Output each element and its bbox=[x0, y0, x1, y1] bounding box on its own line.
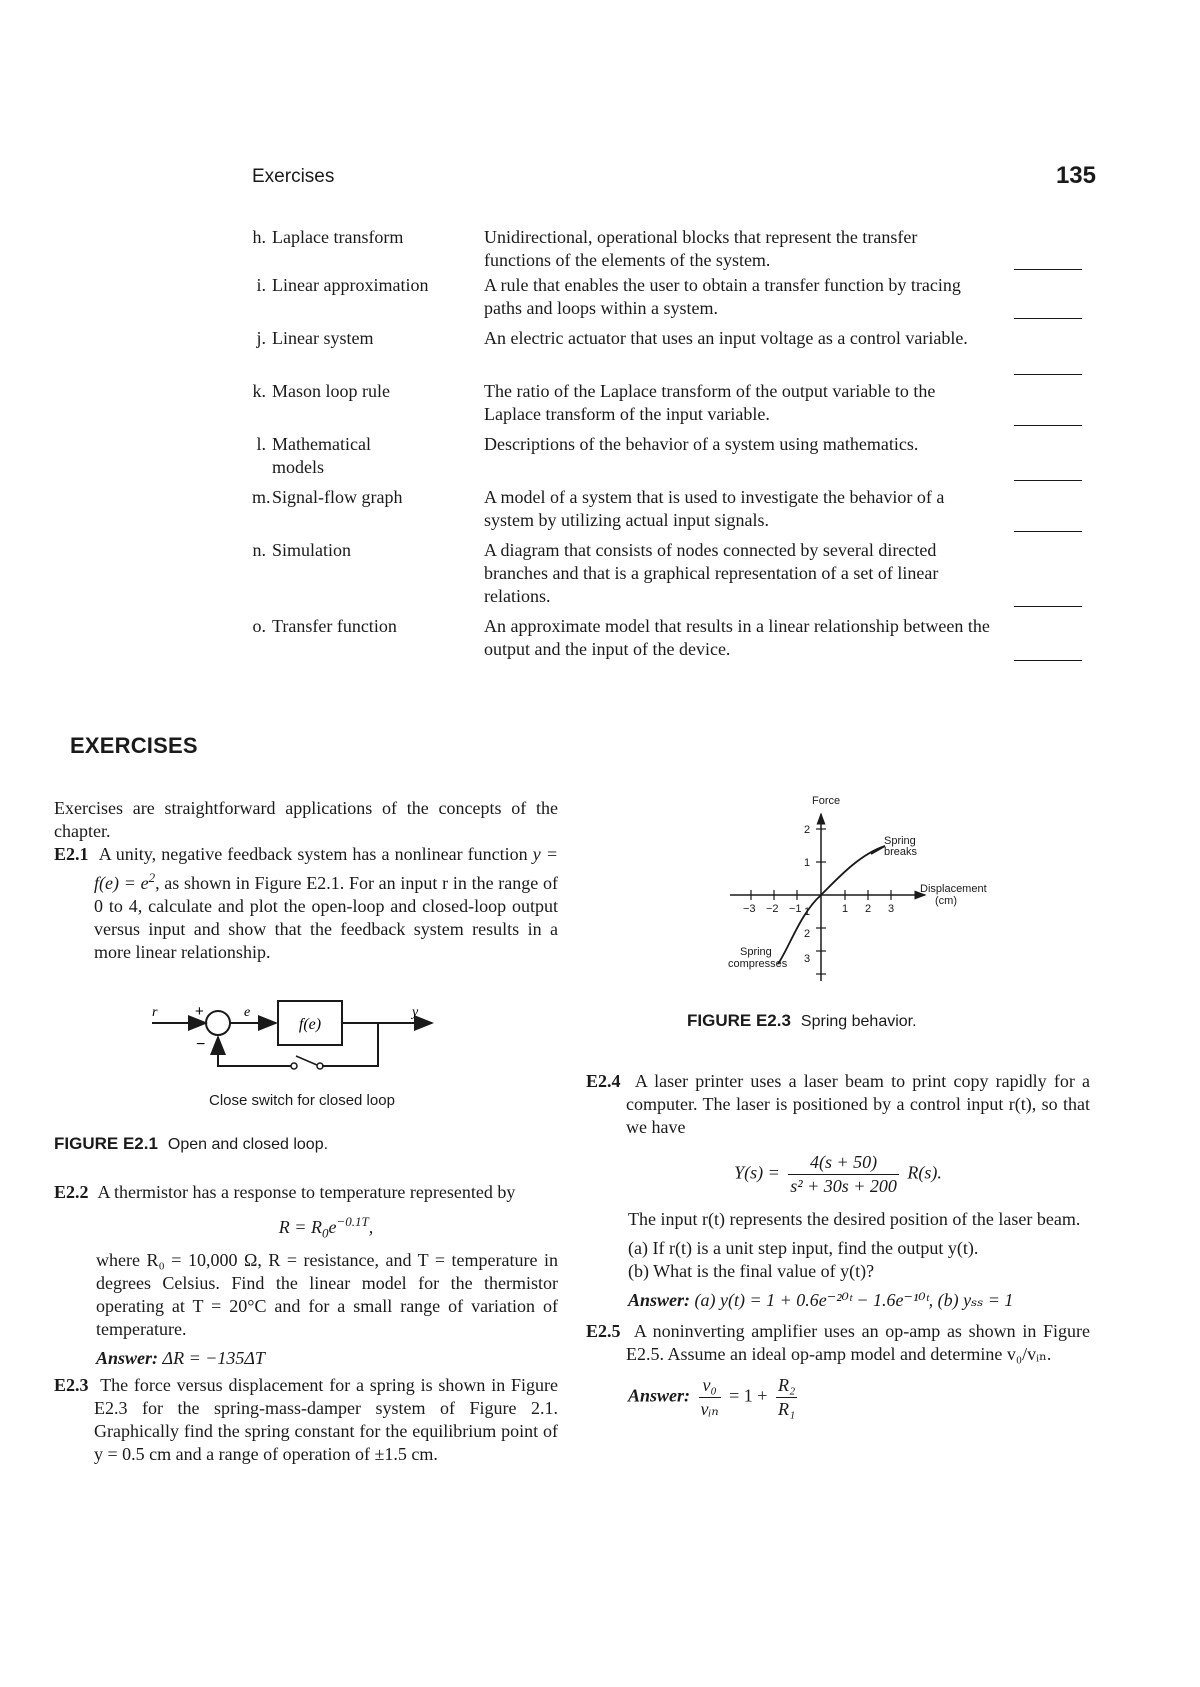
answer-text: ΔR = −135ΔT bbox=[158, 1347, 265, 1368]
annotation-spring-breaks: Spring bbox=[884, 835, 916, 847]
figure-label: FIGURE E2.3 bbox=[687, 1011, 791, 1030]
exercise-e2-4 bbox=[586, 1070, 1090, 1139]
x-axis-label: Displacement bbox=[920, 883, 987, 895]
term-name: Linear approximation bbox=[272, 275, 429, 295]
y-tick-label: 1 bbox=[804, 857, 811, 869]
terms-table bbox=[252, 226, 1082, 665]
answer-fraction bbox=[776, 1374, 797, 1421]
y-axis-label: Force bbox=[812, 796, 841, 807]
exercise-e2-3 bbox=[54, 1374, 558, 1466]
intro-text: Exercises are straightforward applications of the concepts of the chapter. bbox=[54, 798, 558, 841]
term-definition: An approximate model that results in a linear relationship between the output and the input of the device. bbox=[484, 616, 990, 659]
term-row bbox=[252, 615, 1082, 665]
left-column-lower bbox=[54, 1181, 558, 1466]
term-row bbox=[252, 226, 1082, 274]
term-name: Mathematical models bbox=[272, 434, 371, 477]
exercise-text: , as shown in Figure E2.1. For an input r in the range of 0 to 4, calculate and plot the open-loop and closed-loop output versus input and show that the feedback system results in a more linear relationship. bbox=[94, 873, 558, 962]
term-row bbox=[252, 274, 1082, 327]
exercise-number: E2.3 bbox=[54, 1374, 89, 1395]
y-tick-label: 2 bbox=[804, 824, 811, 836]
equation-laser bbox=[586, 1151, 1090, 1198]
x-axis-unit: (cm) bbox=[935, 895, 957, 907]
term-row bbox=[252, 539, 1082, 615]
page-number: 135 bbox=[1055, 162, 1096, 189]
answer-blank bbox=[1014, 318, 1082, 319]
term-row bbox=[252, 486, 1082, 539]
term-letter: n. bbox=[252, 540, 266, 560]
annotation-spring-breaks: breaks bbox=[884, 846, 918, 858]
exercise-text: A thermistor has a response to temperature represented by bbox=[97, 1182, 516, 1202]
figure-e2-3-caption bbox=[687, 1011, 917, 1031]
fraction-numerator: 4(s + 50) bbox=[788, 1151, 899, 1175]
equation-subscript: 0 bbox=[321, 1225, 329, 1241]
exercise-number: E2.4 bbox=[586, 1071, 621, 1091]
x-tick-label: −2 bbox=[766, 903, 779, 915]
equation-part: e bbox=[328, 1217, 337, 1237]
figure-e2-1-caption bbox=[54, 1134, 328, 1154]
fraction-numerator: v₀ bbox=[699, 1374, 721, 1398]
term-letter: l. bbox=[256, 434, 266, 454]
term-letter: o. bbox=[252, 616, 266, 636]
term-name: Transfer function bbox=[272, 616, 397, 636]
equation-part: R(s). bbox=[907, 1162, 942, 1183]
feedback-return bbox=[218, 1037, 291, 1066]
exercise-text: where R₀ = 10,000 Ω, R = resistance, and T = temperature in degrees Celsius. Find the linear model for the thermistor operating at T = 20°C and for a small range of variation of temperature. bbox=[96, 1249, 558, 1339]
equation-part: = 1 + bbox=[729, 1385, 768, 1406]
answer-text: (a) y(t) = 1 + 0.6e⁻²⁰ᵗ − 1.6e⁻¹⁰ᵗ, (b) yₛₛ = 1 bbox=[690, 1290, 1014, 1310]
term-letter: i. bbox=[256, 275, 266, 295]
term-row bbox=[252, 380, 1082, 433]
term-row bbox=[252, 433, 1082, 486]
exercise-number: E2.2 bbox=[54, 1182, 89, 1202]
label-e: e bbox=[244, 1005, 251, 1020]
open-switch bbox=[296, 1056, 317, 1065]
annotation-spring-compresses: Spring bbox=[740, 946, 772, 958]
question-b: (b) What is the final value of y(t)? bbox=[628, 1261, 875, 1281]
fraction-denominator: R₁ bbox=[777, 1399, 796, 1419]
term-name: Mason loop rule bbox=[272, 381, 390, 401]
answer-label: Answer: bbox=[628, 1290, 691, 1310]
switch-contact bbox=[291, 1063, 297, 1069]
equation-thermistor bbox=[54, 1210, 558, 1245]
term-definition: The ratio of the Laplace transform of the output variable to the Laplace transform of the input variable. bbox=[484, 381, 936, 424]
x-tick-label: 1 bbox=[842, 903, 849, 915]
equation-part: , bbox=[368, 1217, 374, 1237]
answer-label: Answer: bbox=[628, 1385, 691, 1406]
exercise-e2-1 bbox=[54, 843, 558, 964]
equation-fraction bbox=[788, 1151, 899, 1198]
running-header-title: Exercises bbox=[252, 166, 335, 187]
answer-fraction bbox=[699, 1374, 721, 1421]
fraction-denominator: s² + 30s + 200 bbox=[790, 1176, 897, 1196]
answer-blank bbox=[1014, 269, 1082, 270]
answer-e2-4 bbox=[586, 1289, 1090, 1312]
answer-blank bbox=[1014, 531, 1082, 532]
answer-blank bbox=[1014, 480, 1082, 481]
label-y: y bbox=[412, 1005, 419, 1020]
answer-blank bbox=[1014, 660, 1082, 661]
section-heading: EXERCISES bbox=[70, 733, 198, 758]
exercise-text: A noninverting amplifier uses an op-amp as shown in Figure E2.5. Assume an ideal op-amp model and determine v₀/vᵢₙ. bbox=[626, 1321, 1090, 1364]
term-letter: j. bbox=[256, 328, 266, 348]
equation-exponent: −0.1T bbox=[336, 1214, 369, 1229]
equation-part: Y(s) = bbox=[734, 1162, 780, 1183]
term-name: Signal-flow graph bbox=[272, 487, 403, 507]
fraction-denominator: vᵢₙ bbox=[700, 1399, 719, 1419]
x-tick-label: −1 bbox=[789, 903, 802, 915]
figure-label: FIGURE E2.1 bbox=[54, 1134, 158, 1153]
term-name: Laplace transform bbox=[272, 227, 404, 247]
y-tick-label: 2 bbox=[804, 928, 811, 940]
answer-label: Answer: bbox=[96, 1347, 159, 1368]
term-letter: m. bbox=[252, 487, 271, 507]
exercise-text: The force versus displacement for a spring is shown in Figure E2.3 for the spring-mass-damper system of Figure 2.1. Graphically find the spring constant for the equilibrium point of y = 0.5 cm and a range of operation of ±1.5 cm. bbox=[94, 1374, 559, 1464]
term-name: Simulation bbox=[272, 540, 352, 560]
answer-blank bbox=[1014, 425, 1082, 426]
term-definition: A model of a system that is used to investigate the behavior of a system by utilizing actual input signals. bbox=[484, 487, 945, 530]
exercise-e2-5 bbox=[586, 1320, 1090, 1366]
figure-caption-text: Open and closed loop. bbox=[167, 1136, 329, 1153]
fraction-numerator: R₂ bbox=[776, 1374, 797, 1398]
term-definition: A rule that enables the user to obtain a transfer function by tracing paths and loops within a system. bbox=[484, 275, 961, 318]
answer-e2-5 bbox=[586, 1374, 1090, 1421]
term-name: Linear system bbox=[272, 328, 374, 348]
term-definition: Unidirectional, operational blocks that represent the transfer functions of the elements of the system. bbox=[484, 227, 918, 270]
term-row bbox=[252, 327, 1082, 380]
label-minus: − bbox=[196, 1036, 206, 1053]
exercise-number: E2.1 bbox=[54, 844, 89, 864]
x-tick-label: −3 bbox=[743, 903, 756, 915]
exercise-text: The input r(t) represents the desired position of the laser beam. bbox=[628, 1209, 1081, 1229]
exercise-text: A unity, negative feedback system has a nonlinear function bbox=[98, 844, 533, 864]
answer-e2-2 bbox=[54, 1347, 558, 1370]
label-plus: + bbox=[195, 1003, 204, 1020]
answer-blank bbox=[1014, 606, 1082, 607]
summing-junction bbox=[206, 1011, 230, 1035]
answer-blank bbox=[1014, 374, 1082, 375]
question-a: (a) If r(t) is a unit step input, find the output y(t). bbox=[628, 1238, 979, 1258]
equation-part: R = R bbox=[278, 1217, 322, 1237]
term-letter: h. bbox=[252, 227, 266, 247]
annotation-spring-compresses: compresses bbox=[728, 958, 788, 970]
y-tick-label: 3 bbox=[804, 953, 811, 965]
left-column bbox=[54, 797, 558, 964]
equation-exponent: 2 bbox=[148, 870, 156, 885]
term-definition: A diagram that consists of nodes connected by several directed branches and that is a graphical representation of a set of linear relations. bbox=[484, 540, 939, 606]
figure-e2-3-graph bbox=[720, 796, 990, 981]
exercise-number: E2.5 bbox=[586, 1321, 621, 1341]
x-tick-label: 2 bbox=[865, 903, 872, 915]
y-tick-label: 1 bbox=[804, 906, 811, 918]
switch-caption: Close switch for closed loop bbox=[209, 1092, 395, 1109]
block-label: f(e) bbox=[298, 1016, 322, 1033]
x-tick-label: 3 bbox=[888, 903, 895, 915]
term-definition: An electric actuator that uses an input voltage as a control variable. bbox=[484, 328, 968, 348]
exercise-text: A laser printer uses a laser beam to print copy rapidly for a computer. The laser is positioned by a control input r(t), so that we have bbox=[626, 1071, 1090, 1137]
spring-curve-end bbox=[871, 846, 885, 854]
label-r: r bbox=[152, 1005, 158, 1020]
term-letter: k. bbox=[252, 381, 266, 401]
term-definition: Descriptions of the behavior of a system using mathematics. bbox=[484, 434, 919, 454]
exercise-e2-2 bbox=[54, 1181, 558, 1204]
inline-equation: y = f(e) = e bbox=[94, 844, 558, 893]
figure-e2-1-diagram bbox=[150, 988, 450, 1098]
figure-caption-text: Spring behavior. bbox=[800, 1013, 917, 1030]
right-column bbox=[586, 1070, 1090, 1421]
